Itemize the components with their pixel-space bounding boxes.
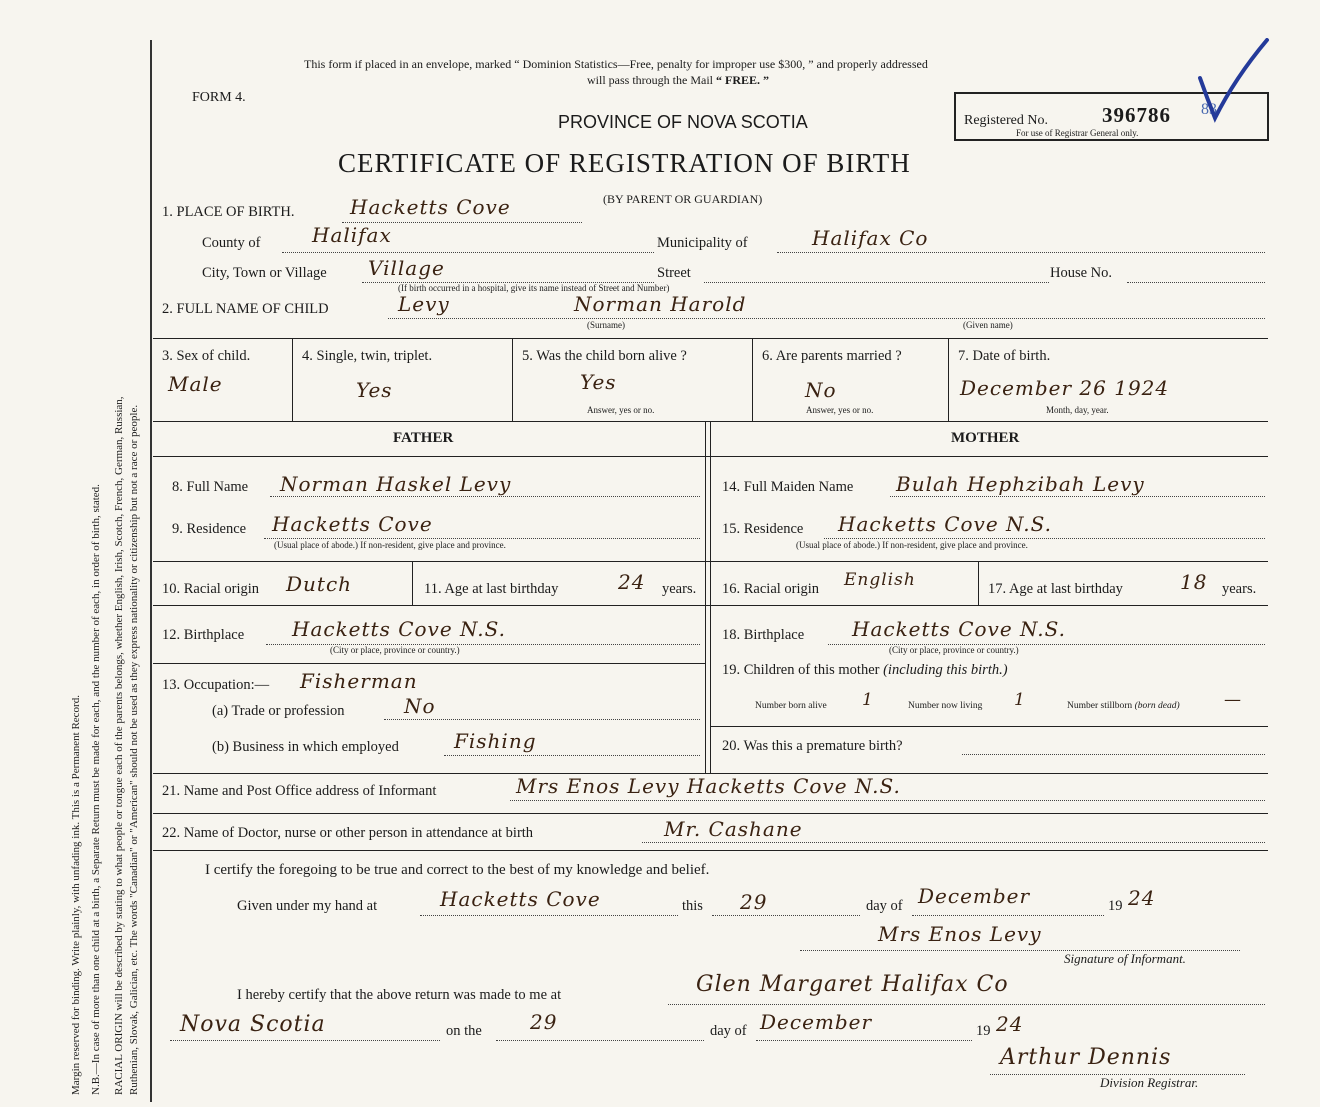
father-occupation-value: Fisherman	[300, 669, 418, 693]
informant-signature-label: Signature of Informant.	[1064, 951, 1186, 966]
father-race-value: Dutch	[286, 572, 353, 596]
county-value: Halifax	[312, 223, 392, 247]
doctor-value: Mr. Cashane	[664, 817, 803, 841]
street-label: Street	[657, 265, 691, 281]
margin-note-3: RACIAL ORIGIN will be described by stating to what people or tongue each of the parents belongs, whether English, Irish, Scotch, French, German, Russian,	[113, 396, 125, 1095]
date-of-birth-label: 7. Date of birth.	[958, 348, 1051, 364]
father-name-label: 8. Full Name	[172, 479, 249, 495]
place-of-birth-label: 1. PLACE OF BIRTH.	[162, 204, 295, 220]
given-year-prefix: 19	[1108, 898, 1123, 914]
now-living-value: 1	[1014, 690, 1026, 710]
house-label: House No.	[1050, 265, 1113, 281]
doctor-label: 22. Name of Doctor, nurse or other person in attendance at birth	[162, 825, 534, 841]
margin-note-4: Ruthenian, Slovak, Galician, etc. The words "Canadian" or "American" should not be used as they express nationality or citizenship but not a race or people.	[128, 404, 140, 1095]
single-twin-value: Yes	[356, 378, 393, 402]
municipality-label: Municipality of	[657, 235, 748, 251]
given-name-note: (Given name)	[963, 320, 1013, 330]
parents-married-value: No	[805, 378, 837, 402]
date-of-birth-note: Month, day, year.	[1046, 405, 1109, 415]
date-of-birth-value: December 26 1924	[960, 376, 1170, 400]
father-birthplace-value: Hacketts Cove N.S.	[292, 617, 506, 641]
mother-race-label: 16. Racial origin	[722, 581, 820, 597]
informant-signature: Mrs Enos Levy	[878, 922, 1042, 946]
born-alive-note: Answer, yes or no.	[587, 405, 655, 415]
registrar-certify-label: I hereby certify that the above return was made to me at	[237, 987, 562, 1003]
registration-label: Registered No.	[964, 113, 1048, 128]
surname-value: Levy	[398, 292, 450, 316]
stillborn-value: —	[1224, 690, 1242, 710]
given-day-value: 29	[740, 890, 768, 914]
mother-age-value: 18	[1180, 570, 1208, 594]
mother-heading: MOTHER	[951, 430, 1020, 446]
mother-age-label: 17. Age at last birthday	[988, 581, 1123, 597]
sex-label: 3. Sex of child.	[162, 348, 251, 364]
single-twin-label: 4. Single, twin, triplet.	[302, 348, 433, 364]
given-month-value: December	[918, 884, 1031, 908]
parents-married-note: Answer, yes or no.	[806, 405, 874, 415]
margin-notes	[0, 0, 150, 1107]
margin-note-2: N.B.—In case of more than one child at a birth, a Separate Return must be made for each, and the number of each, in order of birth, stated.	[90, 484, 102, 1095]
father-race-label: 10. Racial origin	[162, 581, 260, 597]
given-name-value: Norman Harold	[574, 292, 747, 316]
page-title: CERTIFICATE OF REGISTRATION OF BIRTH	[338, 148, 911, 178]
father-birthplace-label: 12. Birthplace	[162, 627, 245, 643]
father-business-label: (b) Business in which employed	[212, 739, 399, 755]
mail-notice-free: “ FREE. ”	[716, 73, 770, 87]
mother-birthplace-label: 18. Birthplace	[722, 627, 805, 643]
hospital-note: (If birth occurred in a hospital, give its name instead of Street and Number)	[398, 283, 670, 293]
registrar-signature: Arthur Dennis	[1000, 1045, 1172, 1070]
registrar-on-the: on the	[446, 1023, 482, 1039]
registrar-dayof-label: day of	[710, 1023, 747, 1039]
given-dayof-label: day of	[866, 898, 903, 914]
mother-residence-note: (Usual place of abode.) If non-resident, give place and province.	[796, 540, 1028, 550]
father-trade-value: No	[404, 694, 436, 718]
father-age-years: years.	[662, 581, 697, 597]
born-alive-count-label: Number born alive	[755, 701, 827, 711]
parents-married-label: 6. Are parents married ?	[762, 348, 902, 364]
mother-residence-label: 15. Residence	[722, 521, 804, 537]
margin-note-1: Margin reserved for binding. Write plainly, with unfading ink. This is a Permanent Record.	[70, 695, 82, 1095]
father-trade-label: (a) Trade or profession	[212, 703, 345, 719]
given-under-label: Given under my hand at	[237, 898, 378, 914]
registrar-year-value: 24	[996, 1012, 1024, 1036]
father-business-value: Fishing	[454, 729, 537, 753]
registrar-province-value: Nova Scotia	[180, 1012, 326, 1037]
page-subtitle: (BY PARENT OR GUARDIAN)	[603, 192, 763, 206]
sex-value: Male	[168, 372, 223, 396]
born-alive-value: Yes	[580, 370, 617, 394]
given-year-value: 24	[1128, 886, 1156, 910]
mother-children-note: (including this birth.)	[883, 662, 1008, 678]
mother-race-value: English	[844, 570, 916, 590]
father-heading: FATHER	[393, 430, 454, 446]
mother-residence-value: Hacketts Cove N.S.	[838, 512, 1052, 536]
father-age-value: 24	[618, 570, 646, 594]
place-of-birth-value: Hacketts Cove	[350, 195, 511, 219]
born-alive-label: 5. Was the child born alive ?	[522, 348, 687, 364]
registrar-year-prefix: 19	[976, 1023, 991, 1039]
mail-notice-line2	[587, 73, 769, 88]
mother-birthplace-value: Hacketts Cove N.S.	[852, 617, 1066, 641]
registrar-signature-label: Division Registrar.	[1100, 1075, 1199, 1090]
registrar-day-value: 29	[530, 1010, 558, 1034]
given-under-place: Hacketts Cove	[440, 887, 601, 911]
father-residence-note: (Usual place of abode.) If non-resident, give place and province.	[274, 540, 506, 550]
registration-extra: 83	[1201, 101, 1217, 118]
father-age-label: 11. Age at last birthday	[424, 581, 559, 597]
father-residence-label: 9. Residence	[172, 521, 247, 537]
city-value: Village	[368, 256, 445, 280]
now-living-label: Number now living	[908, 701, 983, 711]
registration-note: For use of Registrar General only.	[1016, 128, 1139, 138]
margin-rule	[150, 40, 152, 1102]
father-name-value: Norman Haskel Levy	[280, 472, 512, 496]
stillborn-text: Number stillborn	[1067, 701, 1133, 711]
father-birthplace-note: (City or place, province or country.)	[330, 645, 460, 655]
mother-children-text: 19. Children of this mother	[722, 662, 880, 678]
checkmark-icon	[1195, 38, 1275, 128]
surname-note: (Surname)	[587, 320, 625, 330]
informant-label: 21. Name and Post Office address of Informant	[162, 783, 437, 799]
registration-number: 396786	[1102, 103, 1171, 127]
informant-value: Mrs Enos Levy Hacketts Cove N.S.	[516, 774, 901, 798]
city-label: City, Town or Village	[202, 265, 327, 281]
mother-name-label: 14. Full Maiden Name	[722, 479, 854, 495]
premature-label: 20. Was this a premature birth?	[722, 738, 903, 754]
registrar-place-value: Glen Margaret Halifax Co	[696, 972, 1009, 997]
registrar-month-value: December	[760, 1010, 873, 1034]
born-alive-count-value: 1	[862, 690, 874, 710]
mother-birthplace-note: (City or place, province or country.)	[889, 645, 1019, 655]
stillborn-label	[1067, 701, 1180, 711]
given-this-label: this	[682, 898, 703, 914]
full-name-label: 2. FULL NAME OF CHILD	[162, 301, 329, 317]
county-label: County of	[202, 235, 261, 251]
mail-notice-text: will pass through the Mail	[587, 73, 713, 87]
father-residence-value: Hacketts Cove	[272, 512, 433, 536]
municipality-value: Halifax Co	[812, 226, 929, 250]
mother-age-years: years.	[1222, 581, 1257, 597]
certify-text: I certify the foregoing to be true and correct to the best of my knowledge and belief.	[205, 862, 710, 878]
mail-notice-line1: This form if placed in an envelope, marked “ Dominion Statistics—Free, penalty for improper use $300, ” and properly addressed	[304, 57, 928, 71]
mother-children-label	[722, 662, 1008, 679]
father-occupation-label: 13. Occupation:—	[162, 677, 270, 693]
mother-name-value: Bulah Hephzibah Levy	[896, 472, 1145, 496]
stillborn-note: (born dead)	[1134, 701, 1180, 711]
form-number: FORM 4.	[192, 90, 246, 105]
province-heading: PROVINCE OF NOVA SCOTIA	[558, 112, 808, 132]
